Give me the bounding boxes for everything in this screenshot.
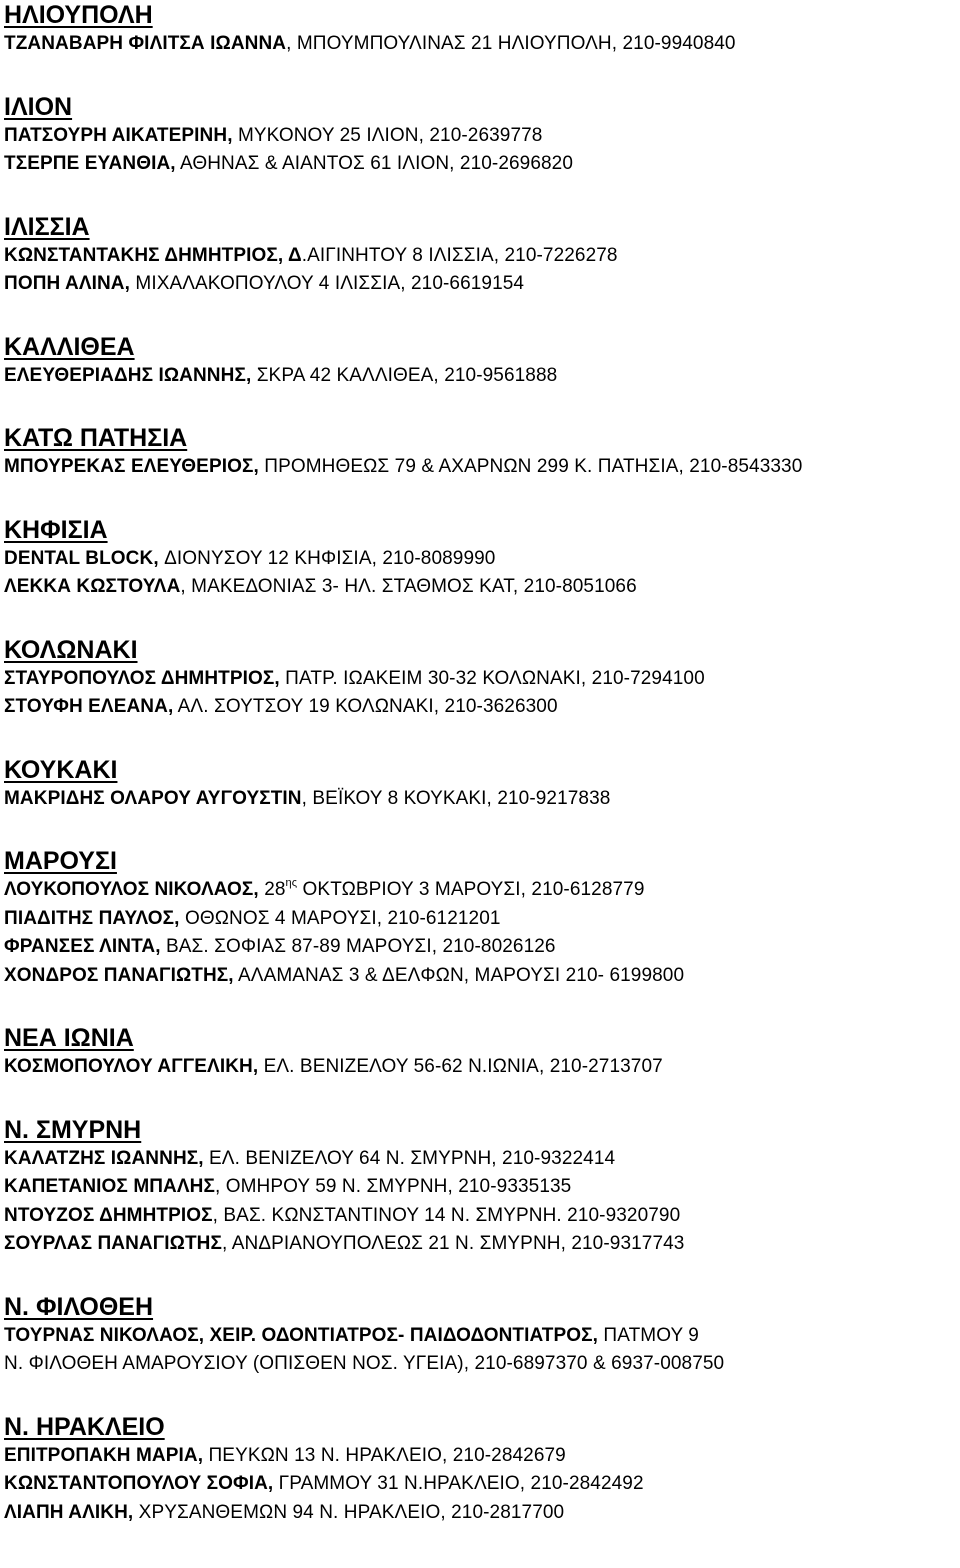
dentist-address: , ΒΕΪΚΟΥ 8 ΚΟΥΚΑΚΙ, 210-9217838 xyxy=(301,787,611,809)
dentist-address: , ΒΑΣ. ΚΩΝΣΤΑΝΤΙΝΟΥ 14 Ν. ΣΜΥΡΝΗ. 210-9320790 xyxy=(212,1204,681,1226)
dentist-entry xyxy=(4,665,956,694)
dentist-entry xyxy=(4,573,956,602)
dentist-name: ΚΟΣΜΟΠΟΥΛΟΥ ΑΓΓΕΛΙΚΗ, xyxy=(4,1056,259,1077)
dentist-entry xyxy=(4,242,956,271)
region-heading: ΙΛΙΟΝ xyxy=(4,92,73,121)
region-section xyxy=(4,0,956,59)
region-heading: ΜΑΡΟΥΣΙ xyxy=(4,847,117,875)
region-heading: Ν. ΦΙΛΟΘΕΗ xyxy=(4,1292,154,1321)
region-section xyxy=(4,755,956,814)
dentist-name: ΤΖΑΝΑΒΑΡΗ ΦΙΛΙΤΣΑ ΙΩΑΝΝΑ xyxy=(4,33,287,54)
section-spacer xyxy=(4,1379,956,1412)
dentist-address: ΓΡΑΜΜΟΥ 31 Ν.ΗΡΑΚΛΕΙΟ, 210-2842492 xyxy=(273,1473,644,1494)
dentist-address: ΔΙΟΝΥΣΟΥ 12 ΚΗΦΙΣΙΑ, 210-8089990 xyxy=(158,547,496,569)
section-spacer xyxy=(4,1259,956,1292)
dentist-address: ΠΑΤΡ. ΙΩΑΚΕΙΜ 30-32 ΚΟΛΩΝΑΚΙ, 210-7294100 xyxy=(279,667,705,689)
region-section xyxy=(4,92,956,179)
dentist-address: ΣΚΡΑ 42 ΚΑΛΛΙΘΕΑ, 210-9561888 xyxy=(251,364,558,386)
dentist-name: ΤΟΥΡΝΑΣ ΝΙΚΟΛΑΟΣ, ΧΕΙΡ. ΟΔΟΝΤΙΑΤΡΟΣ- ΠΑΙΔΟΔΟΝΤΙΑΤΡΟΣ, xyxy=(4,1324,599,1346)
region-heading: Ν. ΣΜΥΡΝΗ xyxy=(4,1115,142,1144)
dentist-name: ΚΩΝΣΤΑΝΤΑΚΗΣ ΔΗΜΗΤΡΙΟΣ, Δ xyxy=(4,244,302,266)
dentist-address: ΜΥΚΟΝΟΥ 25 ΙΛΙΟΝ, 210-2639778 xyxy=(232,124,543,146)
section-spacer xyxy=(4,602,956,635)
region-heading: Ν. ΗΡΑΚΛΕΙΟ xyxy=(4,1412,165,1441)
section-spacer xyxy=(4,482,956,515)
region-heading: ΗΛΙΟΥΠΟΛΗ xyxy=(4,1,153,29)
dentist-name: ΝΤΟΥΖΟΣ ΔΗΜΗΤΡΙΟΣ xyxy=(4,1204,213,1226)
dentist-name: ΛΙΑΠΗ ΑΛΙΚΗ, xyxy=(4,1501,134,1523)
dentist-name: ΠΟΠΗ ΑΛΙΝΑ, xyxy=(4,273,131,294)
dentist-name: ΕΛΕΥΘΕΡΙΑΔΗΣ ΙΩΑΝΝΗΣ, xyxy=(4,364,252,386)
dentist-entry xyxy=(4,362,956,391)
dentist-address: , ΟΜΗΡΟΥ 59 Ν. ΣΜΥΡΝΗ, 210-9335135 xyxy=(214,1176,572,1197)
dentist-entry xyxy=(4,933,956,962)
dentist-name: DENTAL BLOCK, xyxy=(4,547,159,569)
region-section xyxy=(4,846,956,990)
dentist-address: , ΑΝΔΡΙΑΝΟΥΠΟΛΕΩΣ 21 Ν. ΣΜΥΡΝΗ, 210-9317743 xyxy=(222,1233,685,1254)
section-spacer xyxy=(4,813,956,846)
dentist-entry xyxy=(4,1350,956,1379)
dentist-entry xyxy=(4,150,956,179)
dentist-name: ΕΠΙΤΡΟΠΑΚΗ ΜΑΡΙΑ, xyxy=(4,1444,204,1466)
dentist-name: ΣΟΥΡΛΑΣ ΠΑΝΑΓΙΩΤΗΣ xyxy=(4,1233,223,1254)
ordinal-suffix: ης xyxy=(285,877,298,889)
dentist-address: ΑΛΑΜΑΝΑΣ 3 & ΔΕΛΦΩΝ, ΜΑΡΟΥΣΙ 210- 6199800 xyxy=(233,964,685,986)
region-heading: ΙΛΙΣΣΙΑ xyxy=(4,212,90,241)
dentist-address: ΠΕΥΚΩΝ 13 Ν. ΗΡΑΚΛΕΙΟ, 210-2842679 xyxy=(203,1444,566,1466)
dentist-address: ΠΡΟΜΗΘΕΩΣ 79 & ΑΧΑΡΝΩΝ 299 Κ. ΠΑΤΗΣΙΑ, 210-8543330 xyxy=(258,456,803,477)
dentist-entry xyxy=(4,876,956,905)
dentist-address-continued: ΟΚΤΩΒΡΙΟΥ 3 ΜΑΡΟΥΣΙ, 210-6128779 xyxy=(297,879,645,900)
dentist-name: ΤΣΕΡΠΕ ΕΥΑΝΘΙΑ, xyxy=(4,153,176,174)
region-heading: ΚΟΛΩΝΑΚΙ xyxy=(4,635,138,664)
region-section xyxy=(4,515,956,602)
dentist-address: ΟΘΩΝΟΣ 4 ΜΑΡΟΥΣΙ, 210-6121201 xyxy=(179,907,501,929)
dentist-entry xyxy=(4,545,956,574)
dentist-entry xyxy=(4,270,956,299)
dentist-address: ΠΑΤΜΟΥ 9 xyxy=(598,1324,699,1346)
dentist-address: ΕΛ. ΒΕΝΙΖΕΛΟΥ 64 Ν. ΣΜΥΡΝΗ, 210-9322414 xyxy=(203,1147,616,1169)
dentist-address: ΒΑΣ. ΣΟΦΙΑΣ 87-89 ΜΑΡΟΥΣΙ, 210-8026126 xyxy=(160,936,556,957)
dentist-name: ΚΩΝΣΤΑΝΤΟΠΟΥΛΟΥ ΣΟΦΙΑ, xyxy=(4,1473,274,1494)
dentist-address: ΕΛ. ΒΕΝΙΖΕΛΟΥ 56-62 Ν.ΙΩΝΙΑ, 210-2713707 xyxy=(258,1056,663,1077)
region-section xyxy=(4,635,956,722)
dentist-name: ΣΤΟΥΦΗ ΕΛΕΑΝΑ, xyxy=(4,696,174,717)
dentist-entry xyxy=(4,905,956,934)
dentist-address: , ΜΠΟΥΜΠΟΥΛΙΝΑΣ 21 ΗΛΙΟΥΠΟΛΗ, 210-9940840 xyxy=(286,33,736,54)
dentist-name: ΣΤΑΥΡΟΠΟΥΛΟΣ ΔΗΜΗΤΡΙΟΣ, xyxy=(4,667,280,689)
dentist-entry xyxy=(4,962,956,991)
dentist-address: ΜΙΧΑΛΑΚΟΠΟΥΛΟΥ 4 ΙΛΙΣΣΙΑ, 210-6619154 xyxy=(130,273,525,294)
section-spacer xyxy=(4,299,956,332)
dentist-entry xyxy=(4,785,956,814)
dentist-name: ΧΟΝΔΡΟΣ ΠΑΝΑΓΙΩΤΗΣ, xyxy=(4,964,234,986)
section-spacer xyxy=(4,1082,956,1115)
dentist-entry xyxy=(4,122,956,151)
dentist-entry xyxy=(4,1230,956,1259)
dentist-entry xyxy=(4,1442,956,1471)
section-spacer xyxy=(4,179,956,212)
dentist-entry xyxy=(4,1173,956,1202)
dentist-name: ΜΑΚΡΙΔΗΣ ΟΛΑΡΟΥ ΑΥΓΟΥΣΤΙΝ xyxy=(4,787,302,809)
region-section xyxy=(4,1412,956,1528)
dentist-entry xyxy=(4,693,956,722)
dentist-name: ΚΑΛΑΤΖΗΣ ΙΩΑΝΝΗΣ, xyxy=(4,1147,204,1169)
dentist-name: ΚΑΠΕΤΑΝΙΟΣ ΜΠΑΛΗΣ xyxy=(4,1176,215,1197)
dentist-entry xyxy=(4,1470,956,1499)
section-spacer xyxy=(4,722,956,755)
region-section xyxy=(4,332,956,391)
region-section xyxy=(4,423,956,482)
dentist-name: ΛΕΚΚΑ ΚΩΣΤΟΥΛΑ xyxy=(4,576,181,597)
section-spacer xyxy=(4,59,956,92)
dentist-address: .ΑΙΓΙΝΗΤΟΥ 8 ΙΛΙΣΣΙΑ, 210-7226278 xyxy=(301,244,618,266)
region-heading: ΚΑΤΩ ΠΑΤΗΣΙΑ xyxy=(4,424,188,452)
dentist-name: ΛΟΥΚΟΠΟΥΛΟΣ ΝΙΚΟΛΑΟΣ, xyxy=(4,879,259,900)
region-heading: ΝΕΑ ΙΩΝΙΑ xyxy=(4,1024,134,1052)
dentist-entry xyxy=(4,1202,956,1231)
dentist-address: ΑΛ. ΣΟΥΤΣΟΥ 19 ΚΟΛΩΝΑΚΙ, 210-3626300 xyxy=(173,696,558,717)
region-section xyxy=(4,1292,956,1379)
section-spacer xyxy=(4,990,956,1023)
region-section xyxy=(4,1115,956,1259)
dentist-address: Ν. ΦΙΛΟΘΕΗ ΑΜΑΡΟΥΣΙΟΥ (ΟΠΙΣΘΕΝ ΝΟΣ. ΥΓΕΙΑ), 210-6897370 & 6937-008750 xyxy=(4,1353,725,1374)
dentist-entry xyxy=(4,1145,956,1174)
dentist-name: ΜΠΟΥΡΕΚΑΣ ΕΛΕΥΘΕΡΙΟΣ, xyxy=(4,456,259,477)
dentist-address: , ΜΑΚΕΔΟΝΙΑΣ 3- ΗΛ. ΣΤΑΘΜΟΣ ΚΑΤ, 210-8051066 xyxy=(180,576,637,597)
region-heading: ΚΑΛΛΙΘΕΑ xyxy=(4,332,135,361)
dentist-name: ΦΡΑΝΣΕΣ ΛΙΝΤΑ, xyxy=(4,936,161,957)
section-spacer xyxy=(4,390,956,423)
region-heading: ΚΟΥΚΑΚΙ xyxy=(4,755,118,784)
dentist-entry xyxy=(4,453,956,482)
dentist-entry xyxy=(4,1499,956,1528)
dentist-entry xyxy=(4,1053,956,1082)
region-section xyxy=(4,212,956,299)
dentist-address: 28 xyxy=(258,879,286,900)
region-section xyxy=(4,1023,956,1082)
region-heading: ΚΗΦΙΣΙΑ xyxy=(4,515,108,544)
dentist-address: ΑΘΗΝΑΣ & ΑΙΑΝΤΟΣ 61 ΙΛΙΟΝ, 210-2696820 xyxy=(175,153,574,174)
dentist-address: ΧΡΥΣΑΝΘΕΜΩΝ 94 Ν. ΗΡΑΚΛΕΙΟ, 210-2817700 xyxy=(133,1501,565,1523)
dentist-entry xyxy=(4,30,956,59)
dentist-name: ΠΑΤΣΟΥΡΗ ΑΙΚΑΤΕΡΙΝΗ, xyxy=(4,124,233,146)
dentist-entry xyxy=(4,1322,956,1351)
dentist-name: ΠΙΑΔΙΤΗΣ ΠΑΥΛΟΣ, xyxy=(4,907,180,929)
